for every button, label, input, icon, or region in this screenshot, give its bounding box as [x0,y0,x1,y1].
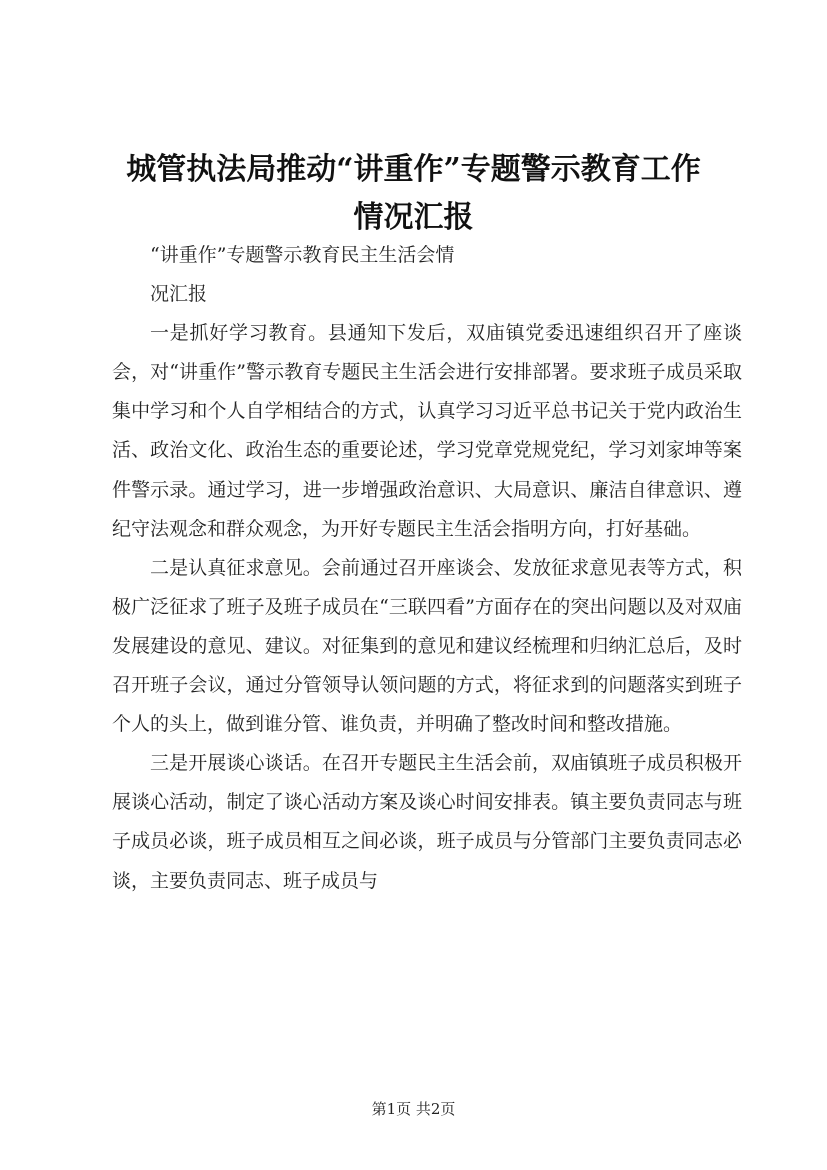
title-line-1: 城管执法局推动“讲重作”专题警示教育工作 [126,152,701,187]
subtitle-line-2: 况汇报 [150,283,208,306]
paragraph-learning-education: 一是抓好学习教育。县通知下发后，双庙镇党委迅速组织召开了座谈会，对“讲重作”警示教育专题民主生活会进行安排部署。要求班子成员采取集中学习和个人自学相结合的方式，认真学习习近平总书记关于党内政治生活、政治文化、政治生态的重要论述，学习党章党规党纪，学习刘家坤等案件警示录。通过学习，进一步增强政治意识、大局意识、廉洁自律意识、遵纪守法观念和群众观念，为开好专题民主生活会指明方向，打好基础。 [112,322,742,540]
paragraph-heart-to-heart-talks: 三是开展谈心谈话。在召开专题民主生活会前，双庙镇班子成员积极开展谈心活动，制定了谈心活动方案及谈心时间安排表。镇主要负责同志与班子成员必谈，班子成员相互之间必谈，班子成员与分管部门主要负责同志必谈，主要负责同志、班子成员与 [112,752,742,892]
title-line-2: 情况汇报 [353,200,474,235]
paragraph-soliciting-opinions: 二是认真征求意见。会前通过召开座谈会、发放征求意见表等方式，积极广泛征求了班子及班子成员在“三联四看”方面存在的突出问题以及对双庙发展建设的意见、建议。对征集到的意见和建议经梳理和归纳汇总后，及时召开班子会议，通过分管领导认领问题的方式，将征求到的问题落实到班子个人的头上，做到谁分管、谁负责，并明确了整改时间和整改措施。 [112,556,742,736]
subtitle-line-1: “讲重作”专题警示教育民主生活会情 [150,244,455,266]
document-title [60,146,767,242]
document-body [112,236,742,901]
page-number-footer: 第1页 共2页 [371,1100,456,1118]
